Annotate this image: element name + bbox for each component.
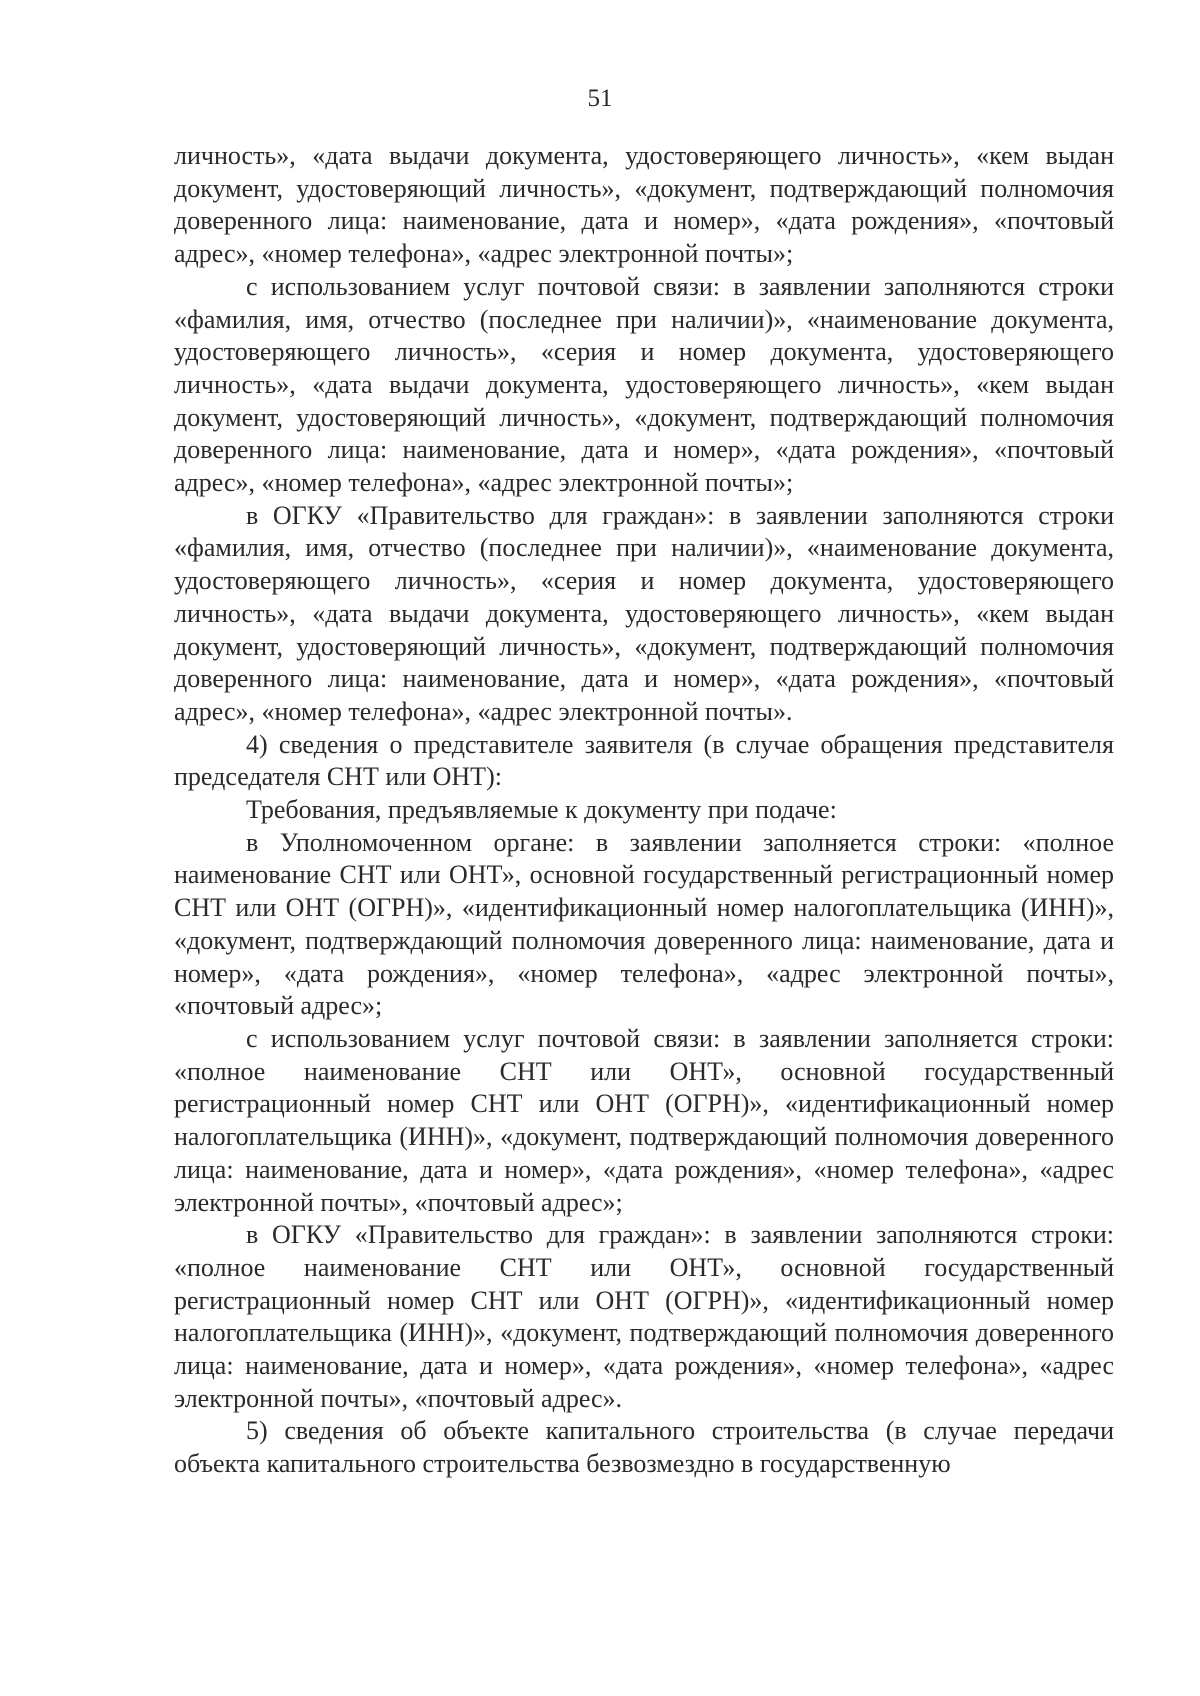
paragraph-3: в ОГКУ «Правительство для граждан»: в заявлении заполняются строки «фамилия, имя, отчество (последнее при наличии)», «наименование документа, удостоверяющего личность», «серия и номер документа, удостоверяющего личность», «дата выдачи документа, удостоверяющего личность», «кем выдан документ, удостоверяющий личность», «документ, подтверждающий полномочия доверенного лица: наименование, дата и номер», «дата рождения», «почтовый адрес», «номер телефона», «адрес электронной почты». — [174, 500, 1114, 726]
paragraph-4: 4) сведения о представителе заявителя (в случае обращения представителя председателя СНТ или ОНТ): — [174, 729, 1114, 792]
paragraph-6: в Уполномоченном органе: в заявлении заполняется строки: «полное наименование СНТ или ОНТ», основной государственный регистрационный номер СНТ или ОНТ (ОГРН)», «идентификационный номер налогоплательщика (ИНН)», «документ, подтверждающий полномочия доверенного лица: наименование, дата и номер», «дата рождения», «номер телефона», «адрес электронной почты», «почтовый адрес»; — [174, 827, 1114, 1021]
page-number: 51 — [587, 85, 613, 112]
paragraph-9: 5) сведения об объекте капитального строительства (в случае передачи объекта капитального строительства безвозмездно в государственную — [174, 1416, 1114, 1479]
body-text — [174, 140, 1114, 1481]
paragraph-8: в ОГКУ «Правительство для граждан»: в заявлении заполняются строки: «полное наименование СНТ или ОНТ», основной государственный регистрационный номер СНТ или ОНТ (ОГРН)», «идентификационный номер налогоплательщика (ИНН)», «документ, подтверждающий полномочия доверенного лица: наименование, дата и номер», «дата рождения», «номер телефона», «адрес электронной почты», «почтовый адрес». — [174, 1220, 1114, 1413]
paragraph-7: с использованием услуг почтовой связи: в заявлении заполняется строки: «полное наименование СНТ или ОНТ», основной государственный регистрационный номер СНТ или ОНТ (ОГРН)», «идентификационный номер налогоплательщика (ИНН)», «документ, подтверждающий полномочия доверенного лица: наименование, дата и номер», «дата рождения», «номер телефона», «адрес электронной почты», «почтовый адрес»; — [174, 1023, 1114, 1217]
paragraph-5: Требования, предъявляемые к документу при подаче: — [246, 795, 837, 825]
paragraph-2: с использованием услуг почтовой связи: в заявлении заполняются строки «фамилия, имя, отчество (последнее при наличии)», «наименование документа, удостоверяющего личность», «серия и номер документа, удостоверяющего личность», «дата выдачи документа, удостоверяющего личность», «кем выдан документ, удостоверяющий личность», «документ, подтверждающий полномочия доверенного лица: наименование, дата и номер», «дата рождения», «почтовый адрес», «номер телефона», «адрес электронной почты»; — [174, 271, 1114, 498]
paragraph-1: личность», «дата выдачи документа, удостоверяющего личность», «кем выдан документ, удостоверяющий личность», «документ, подтверждающий полномочия доверенного лица: наименование, дата и номер», «дата рождения», «почтовый адрес», «номер телефона», «адрес электронной почты»; — [174, 141, 1114, 269]
